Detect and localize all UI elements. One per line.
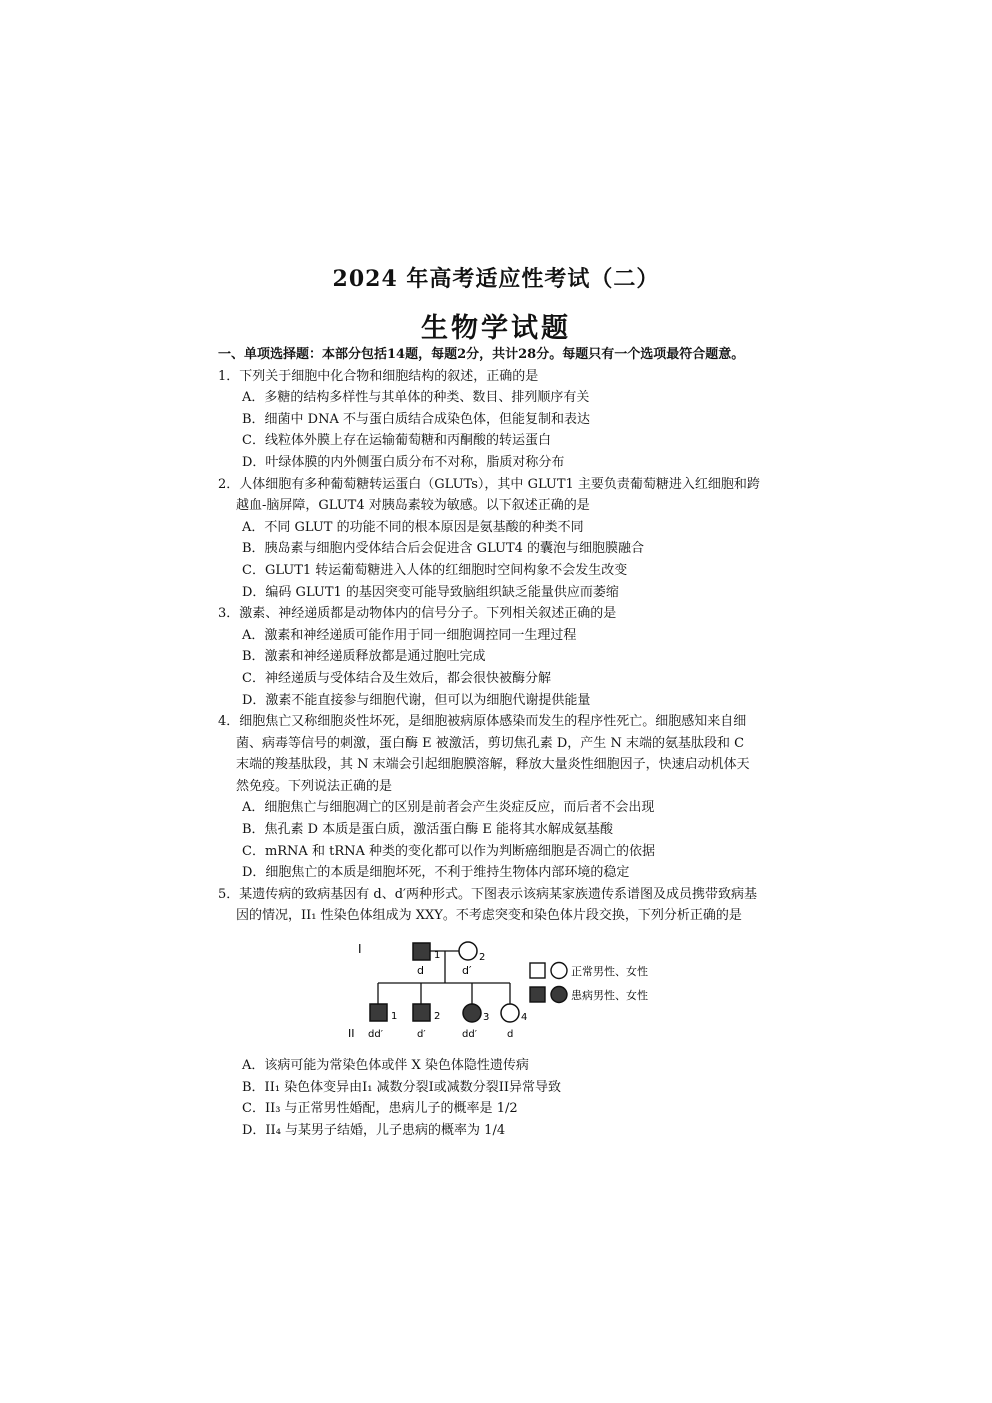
q1-option-c: C．线粒体外膜上存在运输葡萄糖和丙酮酸的转运蛋白 (242, 433, 551, 449)
q3-option-d: D．激素不能直接参与细胞代谢，但可以为细胞代谢提供能量 (242, 692, 591, 708)
q4-option-a: A．细胞焦亡与细胞凋亡的区别是前者会产生炎症反应，而后者不会出现 (242, 800, 655, 816)
exam-title: 2024 年高考适应性考试（二） (332, 266, 660, 292)
pedigree-svg (218, 927, 798, 1055)
q2-option-c: C．GLUT1 转运葡萄糖进入人体的红细胞时空间构象不会发生改变 (242, 562, 628, 578)
ii1-number: 1 (391, 1011, 398, 1023)
ii1-genotype: dd′ (368, 1029, 383, 1041)
q4-option-c: C．mRNA 和 tRNA 种类的变化都可以作为判断癌细胞是否凋亡的依据 (242, 843, 655, 859)
q1-option-b: B．细菌中 DNA 不与蛋白质结合成染色体，但能复制和表达 (242, 411, 591, 427)
ii2-genotype: d′ (417, 1029, 426, 1041)
i2-normal-female (459, 942, 477, 960)
legend-affected-label: 患病男性、女性 (571, 989, 648, 1003)
q4-stem-line1: 4．细胞焦亡又称细胞炎性坏死，是细胞被病原体感染而发生的程序性死亡。细胞感知来自细 (218, 714, 747, 730)
q5-stem-line2: 因的情况，II₁ 性染色体组成为 XXY。不考虑突变和染色体片段交换，下列分析正确的是 (236, 908, 742, 924)
ii3-affected-female (463, 1004, 481, 1022)
i1-genotype: d (417, 964, 424, 978)
legend-affected-male-icon (530, 987, 545, 1002)
q2-stem-line2: 越血-脑屏障，GLUT4 对胰岛素较为敏感。以下叙述正确的是 (236, 498, 590, 514)
pedigree-diagram (218, 927, 798, 1055)
q5-option-d: D．II₄ 与某男子结婚，儿子患病的概率为 1/4 (242, 1122, 506, 1138)
q2-option-a: A．不同 GLUT 的功能不同的根本原因是氨基酸的种类不同 (242, 519, 584, 535)
q4-stem-line3: 末端的羧基肽段，其 N 末端会引起细胞膜溶解，释放大量炎性细胞因子，快速启动机体天 (236, 757, 750, 773)
generation-i-label: I (358, 942, 362, 957)
section-heading: 一、单项选择题：本部分包括14题，每题2分，共计28分。每题只有一个选项最符合题意。 (218, 347, 745, 362)
legend-normal-label: 正常男性、女性 (571, 965, 648, 979)
q4-stem-line4: 然免疫。下列说法正确的是 (236, 778, 393, 794)
q1-option-a: A．多糖的结构多样性与其单体的种类、数目、排列顺序有关 (242, 390, 590, 406)
q3-option-b: B．激素和神经递质释放都是通过胞吐完成 (242, 649, 486, 665)
q2-stem-line1: 2．人体细胞有多种葡萄糖转运蛋白（GLUTs），其中 GLUT1 主要负责葡萄糖进入红细胞和跨 (218, 476, 760, 492)
q3-option-c: C．神经递质与受体结合及生效后，都会很快被酶分解 (242, 670, 551, 686)
ii2-affected-male (413, 1004, 430, 1021)
ii4-normal-female (501, 1004, 519, 1022)
legend-affected-female-icon (551, 987, 567, 1003)
q5-option-b: B．II₁ 染色体变异由I₁ 减数分裂I或减数分裂II异常导致 (242, 1079, 562, 1095)
i2-number: 2 (479, 952, 486, 964)
ii2-number: 2 (434, 1011, 441, 1023)
q1-stem: 1．下列关于细胞中化合物和细胞结构的叙述，正确的是 (218, 368, 539, 384)
q4-option-d: D．细胞焦亡的本质是细胞坏死，不利于维持生物体内部环境的稳定 (242, 865, 630, 881)
q1-option-d: D．叶绿体膜的内外侧蛋白质分布不对称，脂质对称分布 (242, 454, 565, 470)
ii4-genotype: d (507, 1029, 514, 1041)
legend-normal-female-icon (551, 963, 567, 979)
ii1-affected-male (370, 1004, 387, 1021)
q5-stem-line1: 5．某遗传病的致病基因有 d、d′两种形式。下图表示该病某家族遗传系谱图及成员携带致病基 (218, 886, 757, 902)
q5-option-a: A．该病可能为常染色体或伴 X 染色体隐性遗传病 (242, 1058, 529, 1074)
i2-genotype: d′ (462, 964, 472, 978)
q4-option-b: B．焦孔素 D 本质是蛋白质，激活蛋白酶 E 能将其水解成氨基酸 (242, 822, 613, 838)
i1-number: 1 (434, 950, 441, 962)
q5-option-c: C．II₃ 与正常男性婚配，患病儿子的概率是 1/2 (242, 1101, 518, 1117)
generation-ii-label: II (348, 1027, 355, 1041)
ii4-number: 4 (521, 1012, 528, 1024)
q2-option-d: D．编码 GLUT1 的基因突变可能导致脑组织缺乏能量供应而萎缩 (242, 584, 619, 600)
question-content (218, 344, 798, 1141)
i1-affected-male (413, 943, 430, 960)
legend-normal-male-icon (530, 963, 545, 978)
ii3-number: 3 (483, 1012, 490, 1024)
q3-option-a: A．激素和神经递质可能作用于同一细胞调控同一生理过程 (242, 627, 577, 643)
q3-stem: 3．激素、神经递质都是动物体内的信号分子。下列相关叙述正确的是 (218, 606, 617, 622)
q4-stem-line2: 菌、病毒等信号的刺激，蛋白酶 E 被激活，剪切焦孔素 D，产生 N 末端的氨基肽段和 C (236, 735, 745, 751)
exam-subtitle: 生物学试题 (421, 313, 571, 344)
ii3-genotype: dd′ (462, 1029, 477, 1041)
q2-option-b: B．胰岛素与细胞内受体结合后会促进含 GLUT4 的囊泡与细胞膜融合 (242, 541, 645, 557)
